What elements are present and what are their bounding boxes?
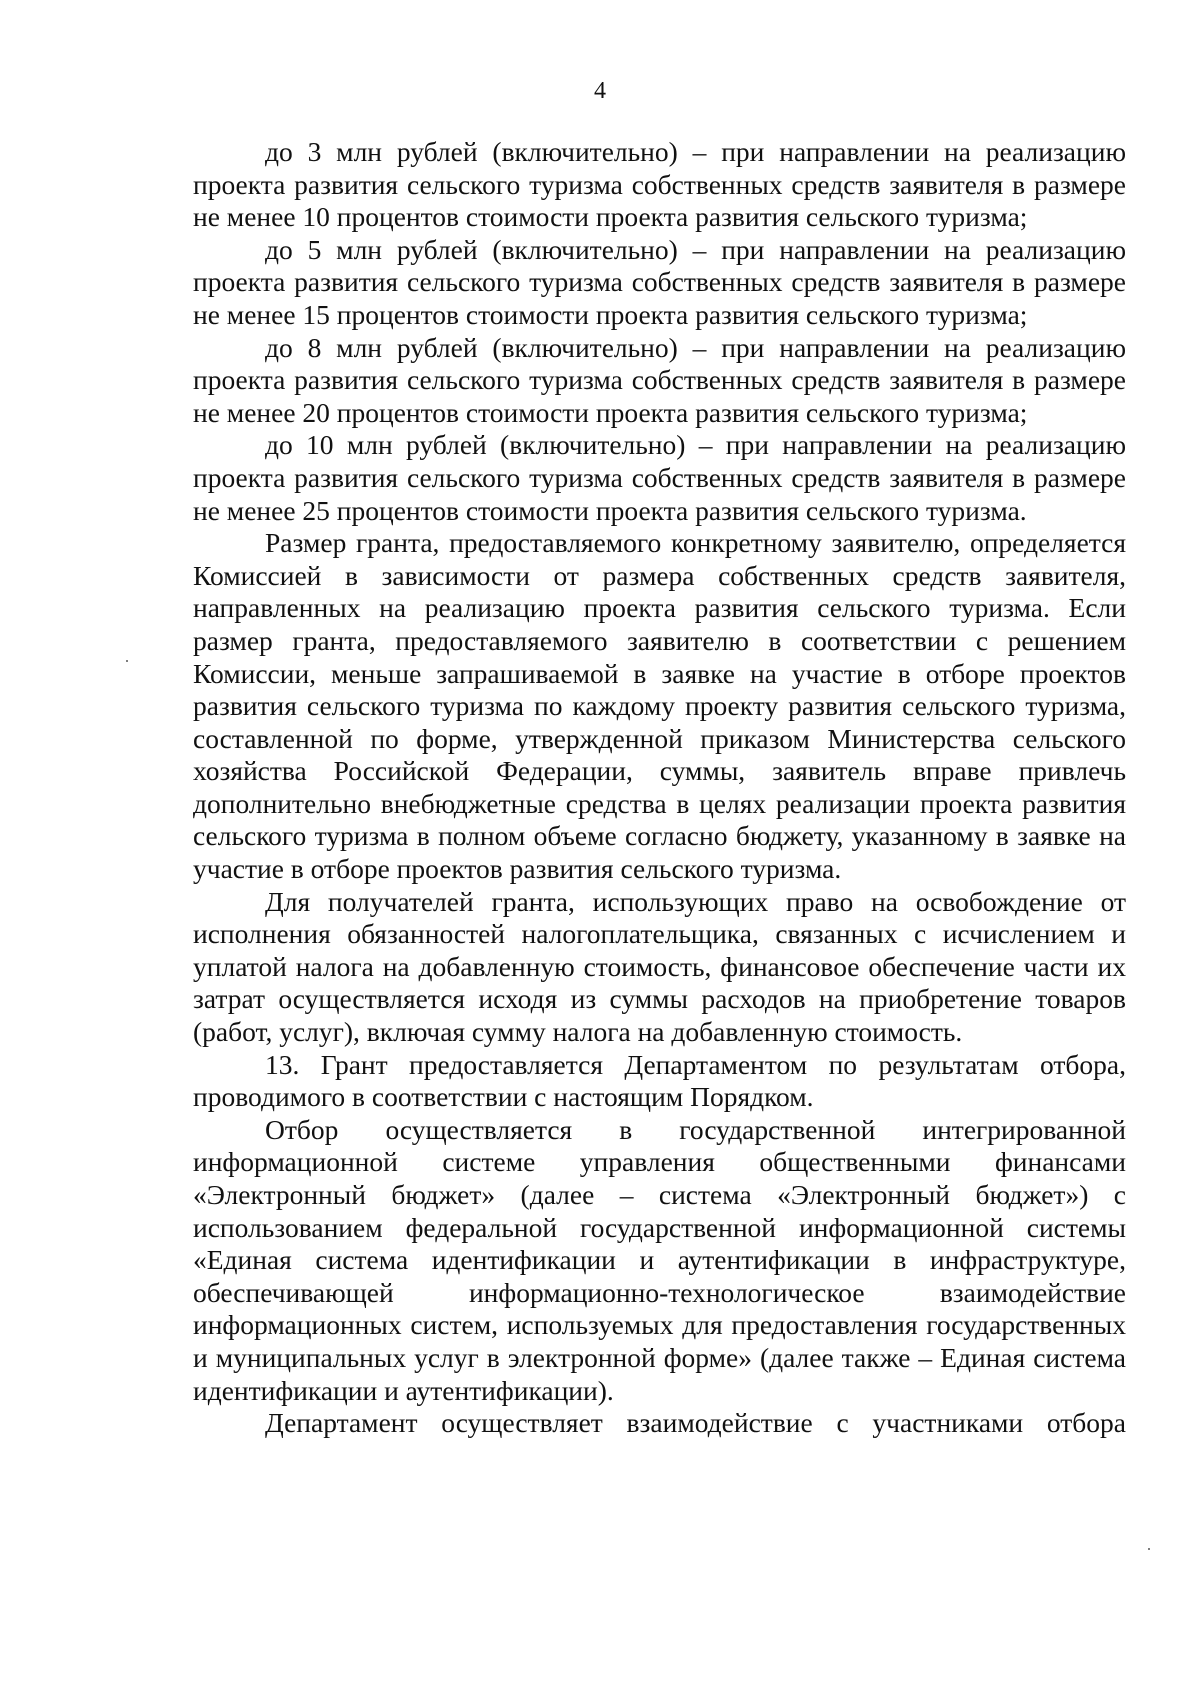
- page-number: 4: [594, 78, 606, 104]
- paragraph-department-interaction: Департамент осуществляет взаимодействие с участниками отбора: [265, 1407, 1126, 1439]
- paragraph-grant-8mln: до 8 млн рублей (включительно) – при направлении на реализацию проекта развития сельского туризма собственных средств заявителя в размере не менее 20 процентов стоимости проекта развития сельского туризма;: [193, 331, 1126, 428]
- paragraph-grant-3mln: до 3 млн рублей (включительно) – при направлении на реализацию проекта развития сельского туризма собственных средств заявителя в размере не менее 10 процентов стоимости проекта развития сельского туризма;: [193, 136, 1126, 233]
- paragraph-grant-10mln: до 10 млн рублей (включительно) – при направлении на реализацию проекта развития сельского туризма собственных средств заявителя в размере не менее 25 процентов стоимости проекта развития сельского туризма.: [193, 429, 1126, 526]
- paragraph-grant-5mln: до 5 млн рублей (включительно) – при направлении на реализацию проекта развития сельского туризма собственных средств заявителя в размере не менее 15 процентов стоимости проекта развития сельского туризма;: [193, 233, 1126, 330]
- paragraph-vat-exemption: Для получателей гранта, использующих право на освобождение от исполнения обязанностей налогоплательщика, связанных с исчислением и уплатой налога на добавленную стоимость, финансовое обеспечение части их затрат осуществляется исходя из суммы расходов на приобретение товаров (работ, услуг), включая сумму налога на добавленную стоимость.: [193, 885, 1126, 1048]
- scan-mark: [1148, 1548, 1150, 1550]
- scan-mark: [126, 660, 128, 662]
- paragraph-item-13: 13. Грант предоставляется Департаментом по результатам отбора, проводимого в соответствии с настоящим Порядком.: [193, 1048, 1126, 1113]
- paragraph-selection-system: Отбор осуществляется в государственной интегрированной информационной системе управления общественными финансами «Электронный бюджет» (далее – система «Электронный бюджет») с использованием федеральной государственной информационной системы «Единая система идентификации и аутентификации в инфраструктуре, обеспечивающей информационно-технологическое взаимодействие информационных систем, используемых для предоставления государственных и муниципальных услуг в электронной форме» (далее также – Единая система идентификации и аутентификации).: [193, 1113, 1126, 1406]
- paragraph-grant-size: Размер гранта, предоставляемого конкретному заявителю, определяется Комиссией в зависимости от размера собственных средств заявителя, направленных на реализацию проекта развития сельского туризма. Если размер гранта, предоставляемого заявителю в соответствии с решением Комиссии, меньше запрашиваемой в заявке на участие в отборе проектов развития сельского туризма по каждому проекту развития сельского туризма, составленной по форме, утвержденной приказом Министерства сельского хозяйства Российской Федерации, суммы, заявитель вправе привлечь дополнительно внебюджетные средства в целях реализации проекта развития сельского туризма в полном объеме согласно бюджету, указанному в заявке на участие в отборе проектов развития сельского туризма.: [193, 527, 1126, 885]
- document-body: [193, 136, 1126, 1440]
